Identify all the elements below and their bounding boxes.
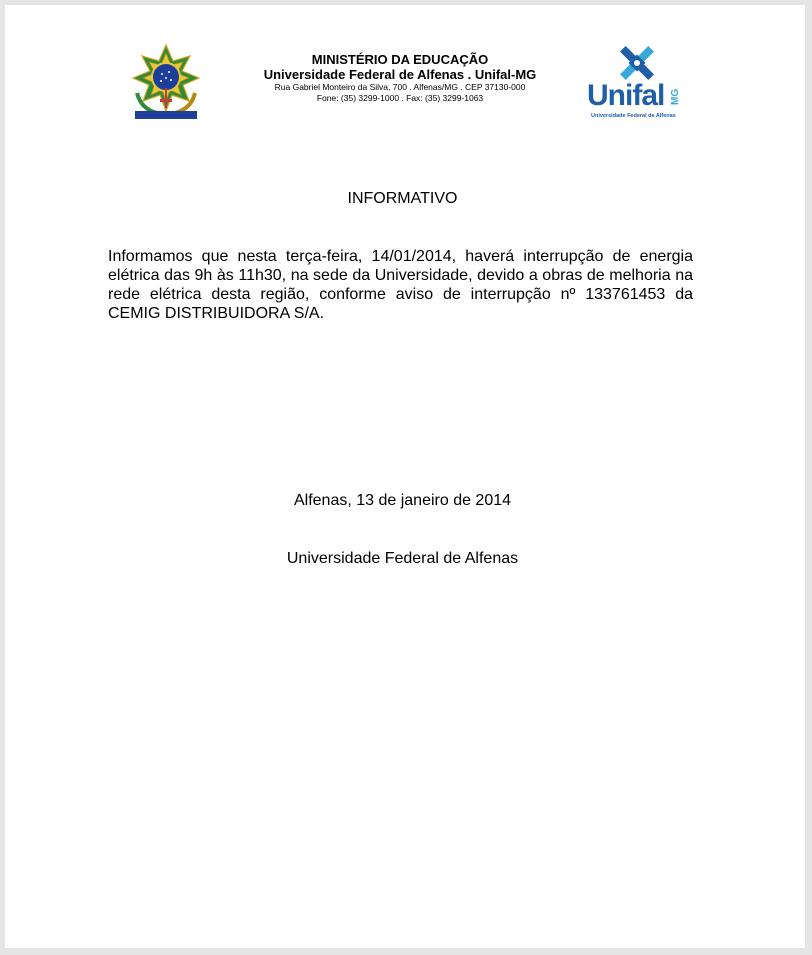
signature: Universidade Federal de Alfenas bbox=[286, 550, 519, 567]
document-body: Informamos que nesta terça-feira, 14/01/2014, haverá interrupção de energia elétrica das 9h às 11h30, na sede da Universidade, devido a obras de melhoria na rede elétrica desta região, conforme aviso de interrupção nº 133761453 da CEMIG DISTRIBUIDORA S/A. bbox=[108, 248, 693, 322]
address-line: Rua Gabriel Monteiro da Silva, 700 . Alfenas/MG . CEP 37130-000 bbox=[274, 82, 526, 92]
letterhead bbox=[5, 5, 805, 125]
unifal-wordmark: Unifal bbox=[587, 79, 665, 112]
brazil-coat-of-arms-icon bbox=[127, 43, 205, 121]
document-page bbox=[5, 5, 805, 948]
document-title: INFORMATIVO bbox=[347, 190, 458, 207]
university-name: Universidade Federal de Alfenas . Unifal-MG bbox=[263, 67, 537, 82]
unifal-subtitle: Universidade Federal de Alfenas bbox=[591, 113, 676, 119]
phone-line: Fone: (35) 3299-1000 . Fax: (35) 3299-1063 bbox=[316, 93, 484, 103]
place-and-date: Alfenas, 13 de janeiro de 2014 bbox=[293, 492, 512, 509]
ministry-name: MINISTÉRIO DA EDUCAÇÃO bbox=[311, 52, 489, 67]
letterhead-text bbox=[240, 52, 560, 104]
unifal-logo bbox=[585, 41, 685, 121]
unifal-wordmark-suffix: MG bbox=[670, 88, 681, 105]
